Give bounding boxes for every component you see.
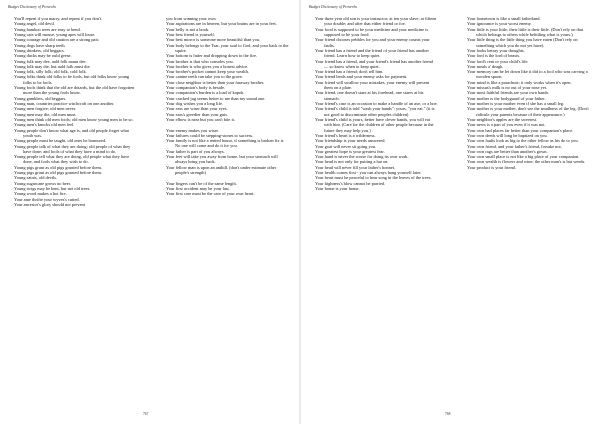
proverb-entry: Your memory can be let down like it did to a fool who was carving a wooden spoon. (467, 69, 588, 80)
proverb-entry: Your goat will never sit going you. (315, 143, 377, 149)
proverb-entry: You'll repent if you marry, and repent if you don't. (14, 16, 103, 21)
proverb-entry: Your elbow is near but you can't bite it. (166, 116, 235, 122)
proverb-entry: Your friend lends and your enemy asks for payment. (315, 74, 408, 80)
proverb-entry: Your friend has a friend and the friend of your friend has another friend. Learn how to keep quiet. (315, 47, 429, 59)
proverb-entry: Your friend has a friend; don't tell him. (315, 69, 384, 75)
proverb-entry: Your lord is the lord of beasts. (467, 53, 521, 59)
page-number: 768 (445, 412, 451, 416)
proverb-entry: Your own bad places far better than your companion's place. (467, 127, 574, 133)
proverb-entry: Your friend will swallow your mistakes, your enemy will present them on a plate. (315, 79, 430, 91)
proverb-entry: Your greatest hope is your greatest fear. (315, 148, 385, 154)
proverb-entry: Your first accident may be your last. (166, 185, 230, 191)
proverb-entry: Your little thing is the little thing you have eaten (Don't rely on something which you do not yet have). (467, 37, 578, 48)
proverb-entry: Young men think old men fools; old men know young men to be so. (14, 116, 134, 122)
proverb-entry: Your home is your home. (315, 186, 360, 191)
proverb-entry: Young gamblers, old beggars. (14, 95, 67, 101)
proverb-entry: Young men's knocks old men feel. (14, 122, 75, 128)
proverb-entry: Your brother is who gives you a honest advice. (166, 63, 249, 69)
proverb-entry: Young twigs may be bent, but not old trees. (14, 186, 91, 191)
proverb-entry: Your hometown is like a small fatherland. (467, 16, 541, 21)
running-header: Budget Dictionary of Proverbs (309, 5, 357, 9)
proverb-entry: Your dog wishes you a long life. (166, 101, 223, 106)
proverb-entry: Your highness's blow cannot be parried. (315, 180, 386, 186)
proverb-entry: Young bamboo trees are easy to bend. (14, 26, 81, 32)
proverb-entry: Young drinkers, old beggars. (14, 47, 65, 53)
proverb-entry: Young courage and old caution are a strong pair. (14, 37, 100, 43)
proverb-entry: Young fools think that the old are dotards, but the old have forgotten more than the young fools know. (14, 85, 135, 96)
proverb-entry: Your friend's case is an occasion to make a handle of an axe, or a hoe. (315, 101, 438, 106)
proverb-entry: Your hand is never the worse for doing its own work. (315, 154, 409, 160)
proverb-entry: Your own friend, and your father's friend, forsake not. (467, 143, 562, 149)
proverb-entry: Young people talk of what they are doing; old people of what they have done; and fools of what they have a mind to do. (14, 143, 131, 154)
column-left (315, 16, 438, 406)
proverb-entry: Your friend, one doesn't stare at his forehead, one stares at his stomach. (315, 90, 424, 101)
proverb-entry: Your neighbor's apples are the sweetest. (467, 116, 538, 122)
proverb-entry: Your head is not only for putting a hat on. (315, 159, 389, 165)
proverb-entry: Your friend's heart is a wilderness. (315, 132, 376, 138)
proverb-entry: Your father is part of you always. (166, 148, 225, 154)
proverb-entry: Your brother is that who consoles you. (166, 58, 234, 64)
proverb-entry: Young ducks may be ould geese. (14, 53, 72, 59)
proverb-entry: Your close neighbor is better than your faraway brother. (166, 79, 265, 85)
proverb-entry: Your own small place is not like a big place of your companion. (467, 154, 580, 160)
proverb-entry: Your food is supposed to be your medicine and your medicine is supposed to be your food. (315, 26, 429, 37)
proverb-entry: Young angel, old devil. (14, 21, 55, 27)
proverb-entry: Your ears are wiser than your eyes. (166, 106, 228, 112)
proverb-entry: Your fingers can't be of the same length. (166, 180, 237, 186)
proverb-entry: Your own faults look as big to the other fellow as his do to you. (467, 138, 579, 144)
proverb-entry: Young folk, silly folk; old folk, cold folk. (14, 69, 87, 75)
proverb-entry: Your companion's burden is a load of kapok. (166, 90, 245, 96)
proverb-entry: Your failures could be stepping-stones to success. (166, 132, 254, 138)
proverb-entry: Your mother is the bodyguard of your father. (467, 95, 546, 101)
proverb-entry: Your ignorance is your worst enemy. (467, 21, 532, 27)
proverb-entry: Young wood makes a hot fire. (14, 191, 67, 197)
proverb-entry: Young folk may dee, auld folk maun dee. (14, 58, 87, 64)
proverb-entry: Your friend's child is told "wash your hands"; yours, "you eat." (it is not good to discriminate other peoples children) (315, 106, 435, 117)
proverb-entry: Young sugarcane grows no beer. (14, 180, 71, 186)
proverb-entry: Your lord's rent or your child's life. (467, 58, 529, 64)
proverb-entry: Your own wealth is flowers and wine; the other man's is but weeds. (467, 159, 586, 165)
proverb-entry: Your own rags are better than another's gown. (467, 148, 548, 154)
proverb-entry: Your three year old son is your instructor; at ten your slave; at fifteen your double; and after that either friend or foe. (315, 16, 437, 27)
proverb-entry: Your friend has a friend, and your friend's friend has another friend — so know when to keep quiet. (315, 58, 433, 69)
proverb-entry: Your ancestor's glory should not prevent (14, 201, 85, 207)
proverb-entry: Young people don't know what age is, and old people forget what youth was. (14, 127, 129, 138)
column-right (467, 16, 590, 406)
proverb-entry: Young men forgive; old men never. (14, 106, 77, 112)
proverb-entry: Your product is your friend. (467, 164, 516, 170)
column-left (14, 16, 137, 406)
proverb-entry: Your body belongs to the Tsar, your soul to God, and your back to the squire. (166, 42, 289, 53)
proverb-entry: Your meals a' deagh. (467, 63, 504, 69)
proverb-entry: Your best friend is yourself. (166, 31, 215, 37)
proverb-entry: Young saints, old devils. (14, 175, 58, 181)
proverb-entry: Your mind is like a parachute; it only works when it's open. (467, 79, 572, 85)
proverb-entry: Your bottom is fatter and dropping down to the fire. (166, 53, 258, 59)
proverb-entry: Your own deeds will long be baptized on you. (467, 132, 548, 138)
proverb-entry: Young men may die, old men must. (14, 111, 77, 117)
proverb-entry: Your ame thrifte your wyves's cutted. (14, 196, 80, 202)
proverb-entry: Young folk may die, but auld folk must die. (14, 63, 91, 69)
proverb-entry: Your friend chooses pebbles for you and your enemy counts your faults. (315, 37, 430, 48)
proverb-entry: Your little is your little, their little is their little. (Don't rely on that which belongs to others while belittling what is yours.) (467, 26, 584, 37)
proverb-entry: Your aspirations are in heaven, but your brains are in your feet. (166, 21, 277, 27)
proverb-entry: Young people tell what they are doing, old people what they have done, and fools what they wish to do. (14, 154, 130, 165)
proverb-entry: Young man, countries practice witchcraft on one another. (14, 101, 115, 106)
proverb-entry: Your news is a part of you even if it was not. (467, 122, 546, 128)
proverb-entry: Your ears's greedier than your guts. (166, 111, 229, 117)
page-number: 767 (143, 412, 149, 416)
proverb-entry: Young people must be taught, old ones be honoured. (14, 138, 107, 144)
proverb-entry: Your fellow man is upon an anthill. (don't under estimate other people's strength) (166, 164, 277, 176)
running-header: Budget Dictionary of Proverbs (8, 5, 56, 9)
proverb-entry: Your best mirror is someone more beautiful than you. (166, 37, 261, 43)
proverb-entry: Your missus's milk is no out of your nose yet. (467, 85, 548, 91)
proverb-entry: Your companion's body is beside. (166, 85, 226, 91)
proverb-entry: Your heart must be peaceful to hear song in the leaves of the trees. (315, 175, 432, 181)
proverb-entry: you from winning your own. (166, 16, 217, 21)
proverb-entry: Your family is not like a rented house, if something is broken fix it. No one will come and do it for you. (166, 138, 285, 149)
right-page (301, 0, 600, 424)
proverb-entry: Your head will never fill your father's bonnet. (315, 164, 396, 170)
proverb-entry: Your canine teeth can take you to the grave. (166, 74, 243, 80)
proverb-entry: Young pigs grunt as old pigs grunted before them. (14, 170, 102, 176)
proverb-entry: Your health comes first - you can always hang yourself later. (315, 170, 422, 176)
proverb-entry: Young cats will mouse, young apes will louse. (14, 31, 96, 37)
proverb-entry: Your feet will take you away from home, but your stomach will always bring you back. (166, 154, 278, 165)
left-page (0, 0, 299, 424)
proverb-entry: Your brother's pocket cannot keep your wealth. (166, 69, 249, 75)
proverb-entry: Your enemy makes you wiser. (166, 127, 219, 133)
proverb-entry: Young folks think old folks to be fools, but old folks know young folks to be fools. (14, 74, 130, 85)
proverb-entry: Your mother is your mother even if she has a small leg. (467, 101, 565, 106)
proverb-entry: Your first care must be the care of your own heart. (166, 191, 255, 197)
proverb-entry: Your cracked jug seems better to me than my sound one. (166, 95, 266, 101)
proverb-entry: Your looks betray your thoughts. (467, 47, 525, 53)
proverb-entry: Your belly is not a book. (166, 26, 210, 32)
proverb-entry: Young dogs have sharp teeth. (14, 42, 66, 48)
proverb-entry: Your most faithful friends are your own hands. (467, 90, 550, 96)
proverb-entry: Your friendship is your needs answered. (315, 138, 386, 144)
proverb-entry: Young pigs grunt as old pigs grunted before them. (14, 164, 102, 170)
proverb-entry: Your friend's child is yours, better have clever hands, you will eat with him. (Care for the children of other people because in the future they may help you.) (315, 116, 434, 133)
proverb-entry: Your mother is your mother, don't see the smallness of the leg. (Don't ridicule your parents because of their appearance.) (467, 106, 589, 117)
column-right (166, 16, 289, 406)
